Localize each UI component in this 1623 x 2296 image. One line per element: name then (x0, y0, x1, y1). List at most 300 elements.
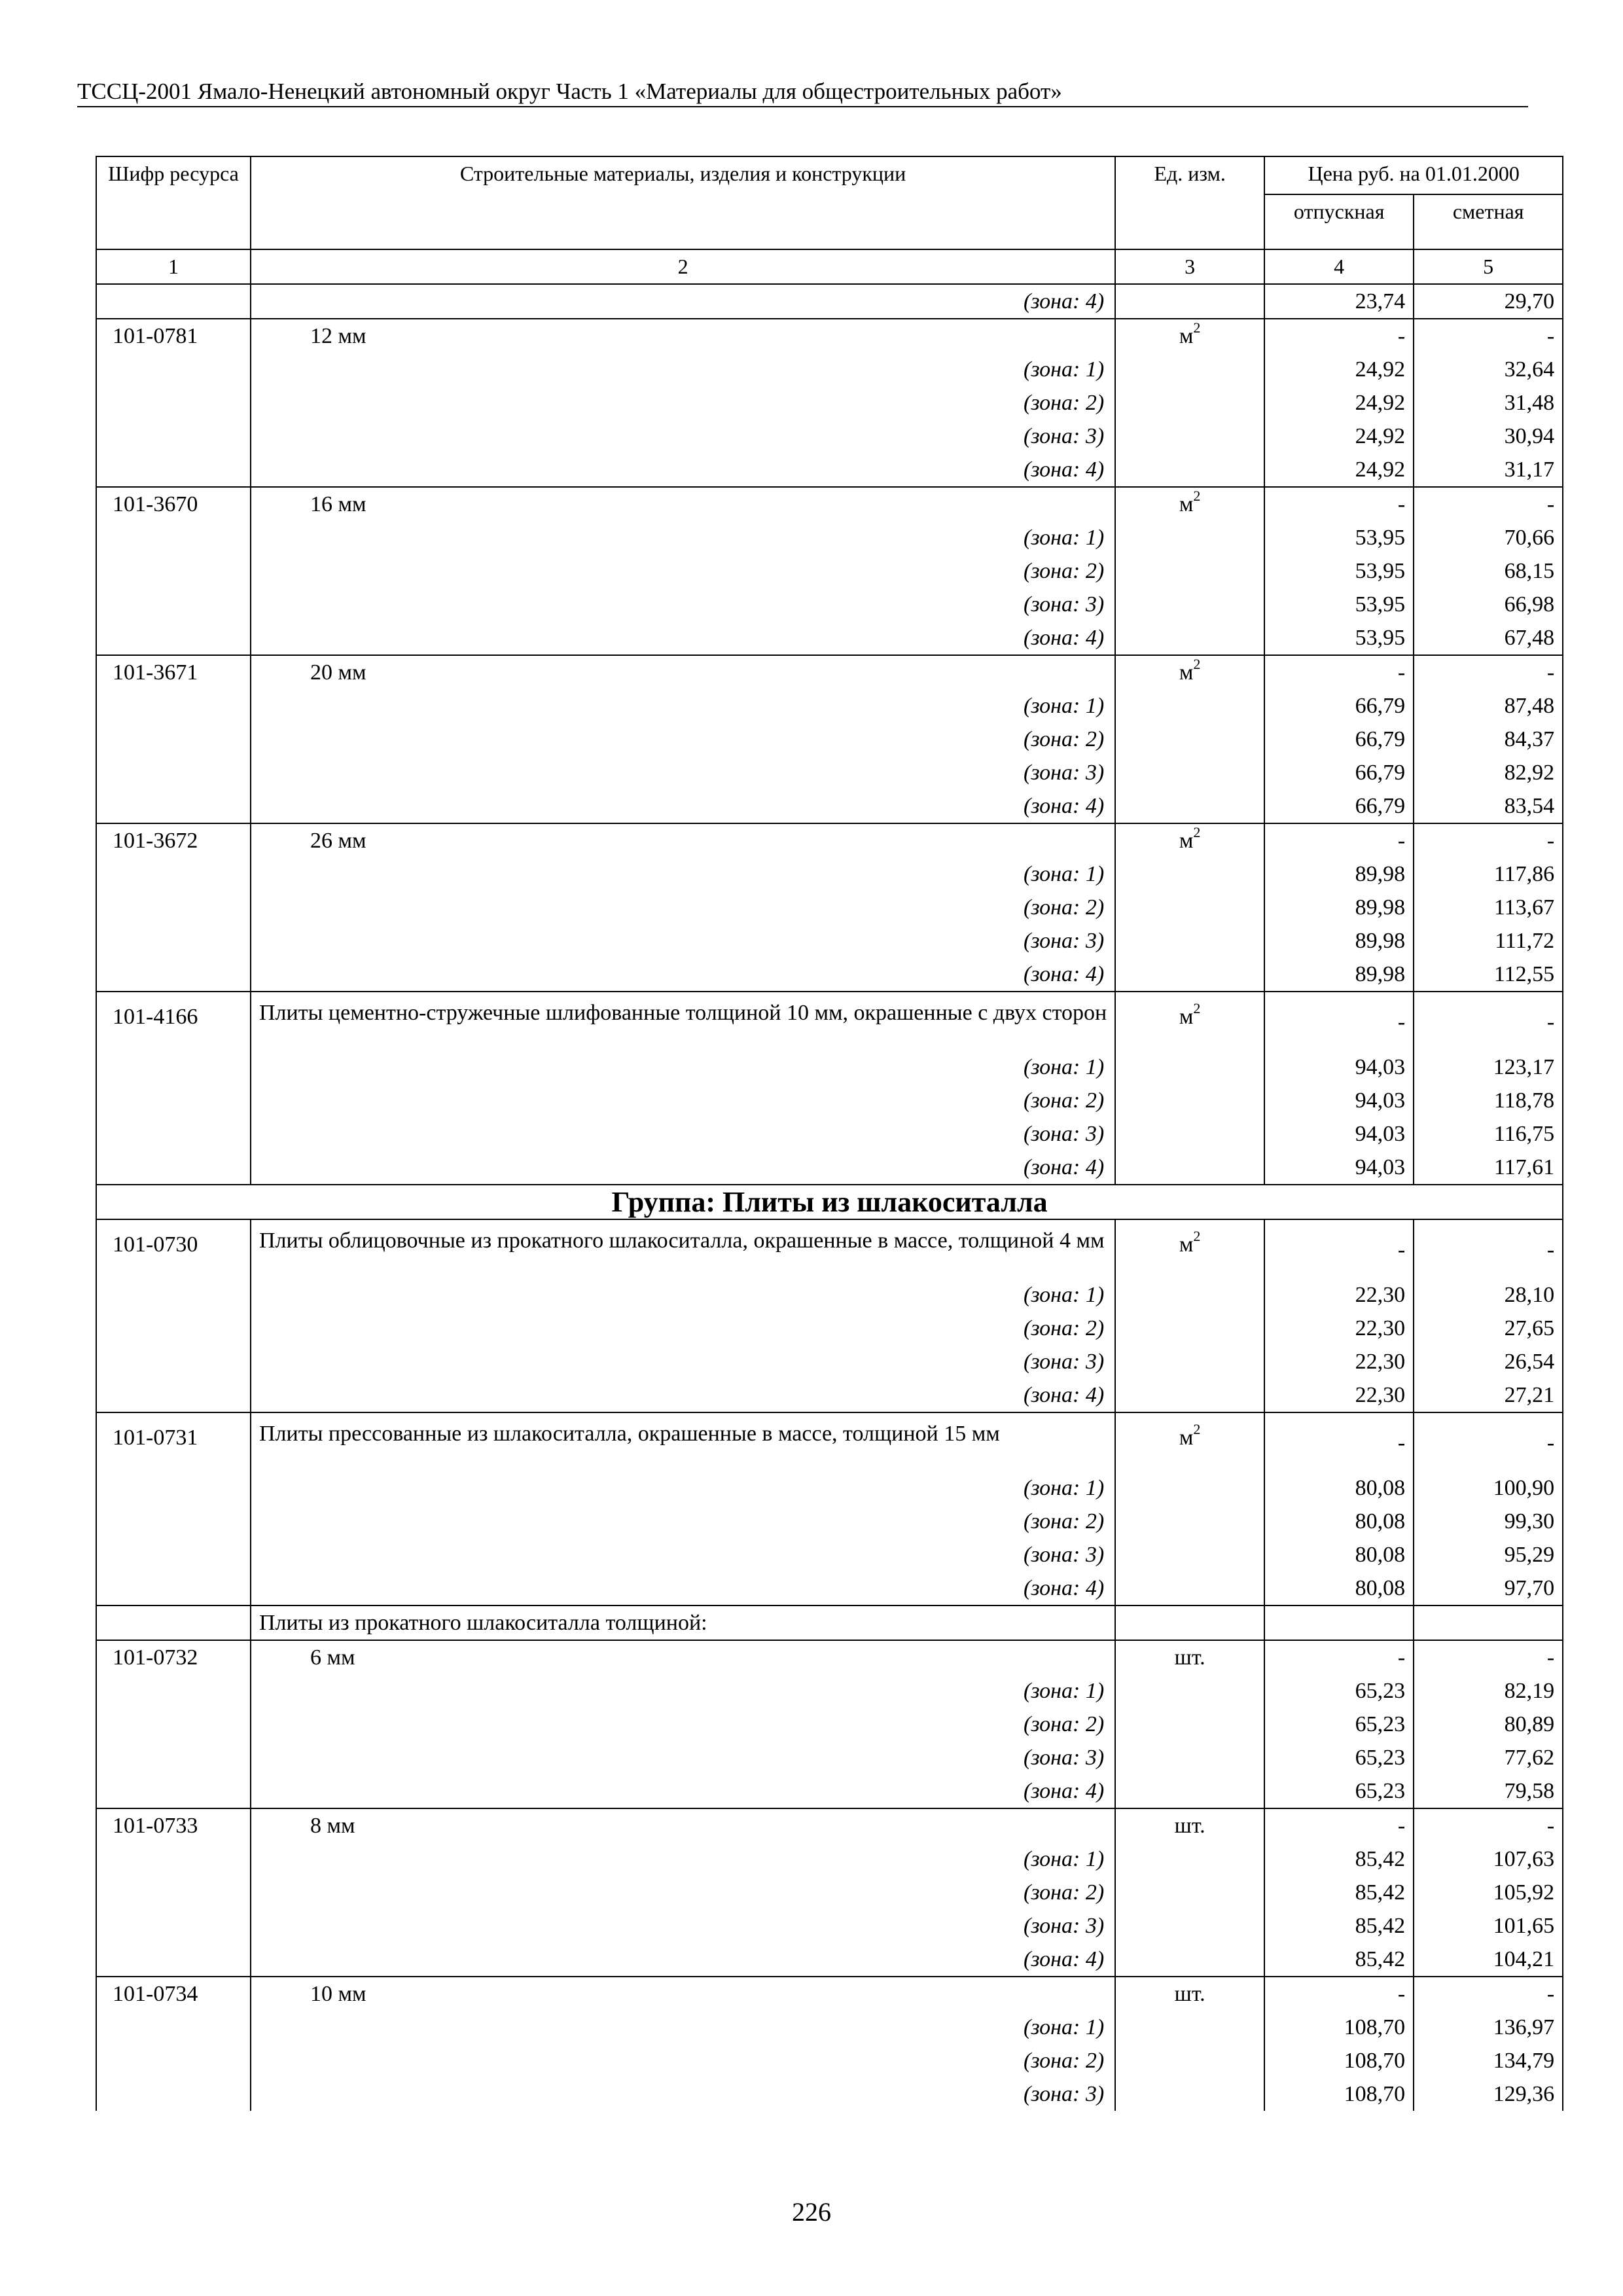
release-price: - (1264, 992, 1414, 1050)
table-row (96, 924, 1563, 958)
table-row (96, 1505, 1563, 1538)
material-name: Плиты прессованные из шлакоситалла, окрашенные в массе, толщиной 15 мм (251, 1412, 1115, 1471)
subgroup-title: Плиты из прокатного шлакоситалла толщиной: (251, 1605, 1115, 1640)
material-name: 12 мм (251, 319, 1115, 353)
release-price: 66,79 (1264, 789, 1414, 823)
resource-code: 101-0730 (96, 1219, 251, 1278)
zone-label: (зона: 3) (251, 588, 1115, 621)
resource-code (96, 1708, 251, 1741)
unit-cell (1115, 992, 1264, 1050)
zone-label: (зона: 1) (251, 1471, 1115, 1505)
zone-label: (зона: 4) (251, 958, 1115, 992)
unit-cell (1115, 1605, 1264, 1640)
estimate-price: 67,48 (1414, 621, 1563, 655)
resource-code (96, 789, 251, 823)
estimate-price: 107,63 (1414, 1842, 1563, 1876)
resource-code (96, 1151, 251, 1185)
estimate-price: 95,29 (1414, 1538, 1563, 1571)
unit-cell (1115, 924, 1264, 958)
table-row (96, 521, 1563, 554)
zone-label: (зона: 2) (251, 386, 1115, 420)
unit-cell (1115, 2077, 1264, 2111)
zone-label: (зона: 1) (251, 1050, 1115, 1084)
table-row (96, 1117, 1563, 1151)
table-row (96, 689, 1563, 723)
material-name: 10 мм (251, 1977, 1115, 2011)
resource-code: 101-3671 (96, 655, 251, 689)
unit-exponent: 2 (1193, 1227, 1201, 1244)
zone-label: (зона: 4) (251, 1943, 1115, 1977)
zone-label: (зона: 4) (251, 621, 1115, 655)
unit-cell (1115, 554, 1264, 588)
release-price: 89,98 (1264, 958, 1414, 992)
estimate-price: 31,48 (1414, 386, 1563, 420)
unit-cell (1115, 1084, 1264, 1117)
zone-label: (зона: 3) (251, 1345, 1115, 1378)
estimate-price: 31,17 (1414, 453, 1563, 487)
estimate-price: 112,55 (1414, 958, 1563, 992)
estimate-price: 87,48 (1414, 689, 1563, 723)
zone-label: (зона: 2) (251, 1876, 1115, 1909)
resource-code (96, 756, 251, 789)
release-price: 94,03 (1264, 1151, 1414, 1185)
zone-label: (зона: 2) (251, 1084, 1115, 1117)
estimate-price: 111,72 (1414, 924, 1563, 958)
zone-label: (зона: 2) (251, 554, 1115, 588)
unit-cell (1115, 1219, 1264, 1278)
table-row (96, 756, 1563, 789)
zone-label: (зона: 2) (251, 1312, 1115, 1345)
release-price: 24,92 (1264, 420, 1414, 453)
table-row (96, 621, 1563, 655)
zone-label: (зона: 4) (251, 453, 1115, 487)
unit-cell (1115, 1345, 1264, 1378)
table-row (96, 487, 1563, 521)
column-number: 2 (251, 249, 1115, 284)
estimate-price: - (1414, 1640, 1563, 1674)
resource-code (96, 1050, 251, 1084)
unit-cell (1115, 1808, 1264, 1842)
estimate-price: 100,90 (1414, 1471, 1563, 1505)
unit-cell (1115, 1977, 1264, 2011)
unit-cell (1115, 1943, 1264, 1977)
estimate-price: 117,86 (1414, 857, 1563, 891)
estimate-price: 99,30 (1414, 1505, 1563, 1538)
table-row (96, 655, 1563, 689)
release-price: 108,70 (1264, 2044, 1414, 2077)
table-row (96, 1345, 1563, 1378)
release-price: 66,79 (1264, 689, 1414, 723)
material-name: 26 мм (251, 823, 1115, 857)
release-price: 66,79 (1264, 723, 1414, 756)
table-row (96, 1151, 1563, 1185)
unit-cell (1115, 453, 1264, 487)
material-name: 20 мм (251, 655, 1115, 689)
table-row (96, 992, 1563, 1050)
price-table (96, 156, 1563, 2111)
release-price: 80,08 (1264, 1571, 1414, 1605)
release-price: 53,95 (1264, 554, 1414, 588)
release-price: - (1264, 1412, 1414, 1471)
release-price: 80,08 (1264, 1505, 1414, 1538)
zone-label: (зона: 4) (251, 284, 1115, 319)
release-price: 94,03 (1264, 1050, 1414, 1084)
unit-exponent: 2 (1193, 487, 1201, 504)
zone-label: (зона: 1) (251, 1278, 1115, 1312)
estimate-price: 30,94 (1414, 420, 1563, 453)
unit-label: м (1179, 492, 1194, 516)
release-price: 24,92 (1264, 353, 1414, 386)
table-row (96, 1378, 1563, 1412)
resource-code (96, 2044, 251, 2077)
unit-cell (1115, 1909, 1264, 1943)
table-row (96, 1471, 1563, 1505)
release-price: 80,08 (1264, 1471, 1414, 1505)
header-name: Строительные материалы, изделия и конструкции (251, 156, 1115, 249)
estimate-price: 29,70 (1414, 284, 1563, 319)
estimate-price: 113,67 (1414, 891, 1563, 924)
table-row (96, 2044, 1563, 2077)
zone-label: (зона: 3) (251, 1909, 1115, 1943)
table-row (96, 284, 1563, 319)
estimate-price: 26,54 (1414, 1345, 1563, 1378)
resource-code (96, 1605, 251, 1640)
header-row (96, 156, 1563, 194)
table-row (96, 789, 1563, 823)
table-row (96, 1538, 1563, 1571)
table-row (96, 1774, 1563, 1808)
table-row (96, 1278, 1563, 1312)
column-number: 4 (1264, 249, 1414, 284)
header-divider (77, 106, 1528, 107)
unit-cell (1115, 857, 1264, 891)
unit-cell (1115, 1876, 1264, 1909)
zone-label: (зона: 2) (251, 723, 1115, 756)
unit-cell (1115, 319, 1264, 353)
unit-cell (1115, 521, 1264, 554)
release-price: 65,23 (1264, 1674, 1414, 1708)
table-row (96, 1605, 1563, 1640)
zone-label: (зона: 3) (251, 420, 1115, 453)
header-release: отпускная (1264, 194, 1414, 249)
resource-code (96, 621, 251, 655)
table-row (96, 588, 1563, 621)
zone-label: (зона: 3) (251, 756, 1115, 789)
estimate-price: 97,70 (1414, 1571, 1563, 1605)
unit-cell (1115, 1674, 1264, 1708)
unit-label: м (1179, 829, 1194, 853)
estimate-price: 123,17 (1414, 1050, 1563, 1084)
table-row (96, 1876, 1563, 1909)
unit-cell (1115, 756, 1264, 789)
unit-exponent: 2 (1193, 655, 1201, 672)
zone-label: (зона: 4) (251, 1774, 1115, 1808)
zone-label: (зона: 1) (251, 689, 1115, 723)
release-price: 94,03 (1264, 1084, 1414, 1117)
release-price: 23,74 (1264, 284, 1414, 319)
zone-label: (зона: 4) (251, 1378, 1115, 1412)
zone-label: (зона: 1) (251, 521, 1115, 554)
zone-label: (зона: 3) (251, 1117, 1115, 1151)
resource-code (96, 353, 251, 386)
unit-cell (1115, 1050, 1264, 1084)
unit-exponent: 2 (1193, 999, 1201, 1016)
zone-label: (зона: 3) (251, 2077, 1115, 2111)
table-row (96, 554, 1563, 588)
unit-label: шт. (1174, 1982, 1205, 2006)
unit-label: шт. (1174, 1645, 1205, 1670)
group-title: Группа: Плиты из шлакоситалла (96, 1185, 1563, 1219)
resource-code (96, 521, 251, 554)
table-row (96, 1050, 1563, 1084)
material-name: 8 мм (251, 1808, 1115, 1842)
unit-cell (1115, 420, 1264, 453)
release-price: 85,42 (1264, 1943, 1414, 1977)
resource-code (96, 924, 251, 958)
unit-cell (1115, 789, 1264, 823)
resource-code (96, 1471, 251, 1505)
resource-code (96, 689, 251, 723)
table-row (96, 1842, 1563, 1876)
resource-code: 101-3672 (96, 823, 251, 857)
resource-code (96, 723, 251, 756)
release-price: 108,70 (1264, 2077, 1414, 2111)
estimate-price: 136,97 (1414, 2011, 1563, 2044)
table-row (96, 1741, 1563, 1774)
unit-cell (1115, 353, 1264, 386)
resource-code (96, 2077, 251, 2111)
estimate-price: 82,19 (1414, 1674, 1563, 1708)
unit-cell (1115, 723, 1264, 756)
table-row (96, 319, 1563, 353)
release-price: 24,92 (1264, 386, 1414, 420)
resource-code (96, 1674, 251, 1708)
release-price: 85,42 (1264, 1909, 1414, 1943)
estimate-price: 32,64 (1414, 353, 1563, 386)
estimate-price: - (1414, 992, 1563, 1050)
resource-code (96, 386, 251, 420)
table-row (96, 453, 1563, 487)
table-row (96, 891, 1563, 924)
unit-cell (1115, 2011, 1264, 2044)
unit-cell (1115, 1378, 1264, 1412)
release-price: 22,30 (1264, 1378, 1414, 1412)
release-price: - (1264, 1977, 1414, 2011)
unit-cell (1115, 284, 1264, 319)
zone-label: (зона: 2) (251, 2044, 1115, 2077)
estimate-price: 118,78 (1414, 1084, 1563, 1117)
estimate-price: - (1414, 1412, 1563, 1471)
table-row (96, 1674, 1563, 1708)
estimate-price: - (1414, 1219, 1563, 1278)
release-price: - (1264, 823, 1414, 857)
release-price: 89,98 (1264, 924, 1414, 958)
unit-cell (1115, 1471, 1264, 1505)
unit-cell (1115, 1312, 1264, 1345)
unit-cell (1115, 823, 1264, 857)
table-row (96, 1808, 1563, 1842)
release-price: 66,79 (1264, 756, 1414, 789)
release-price: 53,95 (1264, 621, 1414, 655)
unit-exponent: 2 (1193, 1420, 1201, 1437)
zone-label: (зона: 1) (251, 1842, 1115, 1876)
zone-label: (зона: 2) (251, 891, 1115, 924)
resource-code (96, 1774, 251, 1808)
unit-cell (1115, 958, 1264, 992)
header-code: Шифр ресурса (96, 156, 251, 249)
page-header-title: ТССЦ-2001 Ямало-Ненецкий автономный округ Часть 1 «Материалы для общестроительных работ» (77, 79, 1062, 104)
unit-cell (1115, 1640, 1264, 1674)
resource-code (96, 1876, 251, 1909)
resource-code (96, 891, 251, 924)
zone-label: (зона: 3) (251, 1741, 1115, 1774)
resource-code (96, 1571, 251, 1605)
estimate-price: 70,66 (1414, 521, 1563, 554)
zone-label: (зона: 1) (251, 353, 1115, 386)
table-row (96, 1412, 1563, 1471)
table-row (96, 958, 1563, 992)
zone-label: (зона: 4) (251, 789, 1115, 823)
zone-label: (зона: 2) (251, 1505, 1115, 1538)
estimate-price: 104,21 (1414, 1943, 1563, 1977)
resource-code (96, 1117, 251, 1151)
group-row (96, 1185, 1563, 1219)
release-price (1264, 1605, 1414, 1640)
unit-cell (1115, 1278, 1264, 1312)
resource-code (96, 1943, 251, 1977)
unit-cell (1115, 1151, 1264, 1185)
zone-label: (зона: 3) (251, 1538, 1115, 1571)
estimate-price: 84,37 (1414, 723, 1563, 756)
table-row (96, 353, 1563, 386)
release-price: 85,42 (1264, 1876, 1414, 1909)
estimate-price: 134,79 (1414, 2044, 1563, 2077)
zone-label: (зона: 3) (251, 924, 1115, 958)
page-number: 226 (792, 2197, 831, 2227)
table-row (96, 1909, 1563, 1943)
release-price: - (1264, 1808, 1414, 1842)
release-price: 80,08 (1264, 1538, 1414, 1571)
release-price: 53,95 (1264, 521, 1414, 554)
estimate-price: 129,36 (1414, 2077, 1563, 2111)
zone-label: (зона: 1) (251, 857, 1115, 891)
estimate-price: 82,92 (1414, 756, 1563, 789)
resource-code: 101-0731 (96, 1412, 251, 1471)
unit-cell (1115, 655, 1264, 689)
table-row (96, 2011, 1563, 2044)
table-row (96, 857, 1563, 891)
resource-code (96, 1842, 251, 1876)
resource-code (96, 1084, 251, 1117)
estimate-price: 28,10 (1414, 1278, 1563, 1312)
table-row (96, 1312, 1563, 1345)
zone-label: (зона: 4) (251, 1151, 1115, 1185)
estimate-price: 101,65 (1414, 1909, 1563, 1943)
resource-code (96, 1345, 251, 1378)
unit-cell (1115, 1708, 1264, 1741)
release-price: 24,92 (1264, 453, 1414, 487)
release-price: - (1264, 1219, 1414, 1278)
header-unit: Ед. изм. (1115, 156, 1264, 249)
release-price: 89,98 (1264, 857, 1414, 891)
unit-cell (1115, 1741, 1264, 1774)
estimate-price: 117,61 (1414, 1151, 1563, 1185)
resource-code (96, 588, 251, 621)
table-row (96, 1708, 1563, 1741)
table-row (96, 723, 1563, 756)
material-name: Плиты облицовочные из прокатного шлакоситалла, окрашенные в массе, толщиной 4 мм (251, 1219, 1115, 1278)
release-price: 65,23 (1264, 1774, 1414, 1808)
release-price: 22,30 (1264, 1278, 1414, 1312)
estimate-price: - (1414, 1977, 1563, 2011)
estimate-price: 80,89 (1414, 1708, 1563, 1741)
table-row (96, 823, 1563, 857)
estimate-price: - (1414, 655, 1563, 689)
resource-code (96, 1378, 251, 1412)
zone-label: (зона: 4) (251, 1571, 1115, 1605)
resource-code (96, 420, 251, 453)
header-price: Цена руб. на 01.01.2000 (1264, 156, 1563, 194)
unit-cell (1115, 1842, 1264, 1876)
unit-exponent: 2 (1193, 319, 1201, 336)
release-price: 108,70 (1264, 2011, 1414, 2044)
header-estimate: сметная (1414, 194, 1563, 249)
resource-code (96, 2011, 251, 2044)
release-price: - (1264, 319, 1414, 353)
resource-code: 101-0732 (96, 1640, 251, 1674)
resource-code: 101-0734 (96, 1977, 251, 2011)
unit-cell (1115, 1538, 1264, 1571)
unit-label: шт. (1174, 1814, 1205, 1838)
table-row (96, 386, 1563, 420)
release-price: 85,42 (1264, 1842, 1414, 1876)
resource-code (96, 284, 251, 319)
estimate-price: 83,54 (1414, 789, 1563, 823)
estimate-price: 116,75 (1414, 1117, 1563, 1151)
column-number: 1 (96, 249, 251, 284)
estimate-price: - (1414, 823, 1563, 857)
table-row (96, 1084, 1563, 1117)
resource-code (96, 1538, 251, 1571)
table-row (96, 1219, 1563, 1278)
resource-code (96, 1909, 251, 1943)
zone-label: (зона: 2) (251, 1708, 1115, 1741)
table-row (96, 420, 1563, 453)
unit-cell (1115, 2044, 1264, 2077)
material-name: 6 мм (251, 1640, 1115, 1674)
unit-cell (1115, 588, 1264, 621)
estimate-price: 66,98 (1414, 588, 1563, 621)
table-row (96, 1640, 1563, 1674)
unit-label: м (1179, 1232, 1194, 1257)
resource-code (96, 1312, 251, 1345)
table-row (96, 1571, 1563, 1605)
unit-label: м (1179, 1426, 1194, 1450)
resource-code (96, 1505, 251, 1538)
resource-code (96, 453, 251, 487)
resource-code (96, 1278, 251, 1312)
estimate-price: - (1414, 319, 1563, 353)
material-name: 16 мм (251, 487, 1115, 521)
unit-cell (1115, 1505, 1264, 1538)
resource-code: 101-3670 (96, 487, 251, 521)
estimate-price: 77,62 (1414, 1741, 1563, 1774)
resource-code (96, 554, 251, 588)
unit-cell (1115, 487, 1264, 521)
estimate-price (1414, 1605, 1563, 1640)
estimate-price: 79,58 (1414, 1774, 1563, 1808)
unit-cell (1115, 891, 1264, 924)
